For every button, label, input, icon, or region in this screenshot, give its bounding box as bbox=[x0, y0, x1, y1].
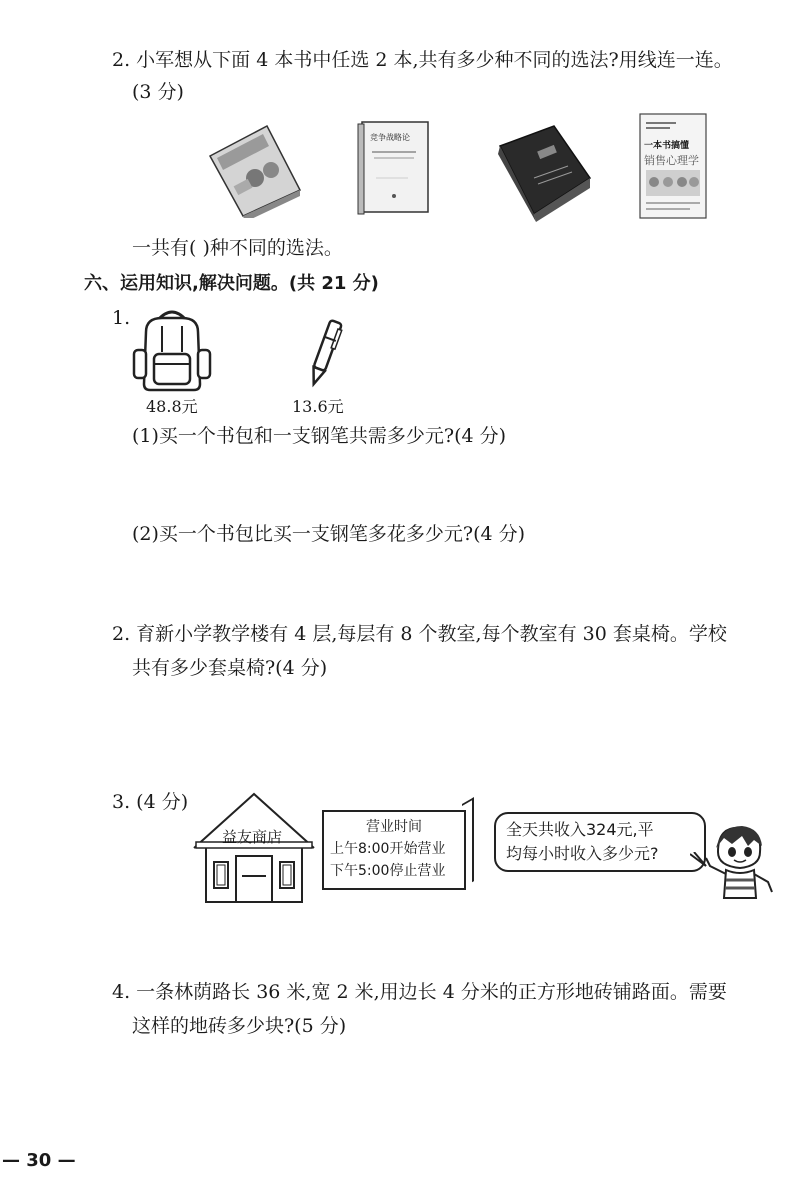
book-image-2 bbox=[356, 118, 436, 218]
speech-bubble bbox=[494, 812, 706, 872]
q1-sub2: (2)买一个书包比买一支钢笔多花多少元?(4 分) bbox=[132, 523, 526, 545]
backpack-icon bbox=[132, 306, 212, 392]
shop-building bbox=[192, 790, 316, 904]
bubble-line1: 全天共收入324元,平 bbox=[506, 820, 654, 839]
q4-line1: 4. 一条林荫路长 36 米,宽 2 米,用边长 4 分米的正方形地砖铺路面。需要 bbox=[112, 981, 727, 1003]
q2-text-line2: (3 分) bbox=[132, 81, 184, 103]
bubble-line2: 均每小时收入多少元? bbox=[506, 844, 659, 863]
q1-sub1: (1)买一个书包和一支钢笔共需多少元?(4 分) bbox=[132, 425, 507, 447]
business-hours-sign bbox=[322, 810, 466, 890]
section6-heading: 六、运用知识,解决问题。(共 21 分) bbox=[84, 273, 379, 294]
book-image-3 bbox=[494, 118, 594, 222]
sign-close: 下午5:00停止营业 bbox=[330, 863, 446, 879]
pen-icon bbox=[300, 316, 350, 390]
sign-open: 上午8:00开始营业 bbox=[330, 841, 446, 857]
q4-line2: 这样的地砖多少块?(5 分) bbox=[132, 1015, 347, 1037]
book-image-4 bbox=[636, 112, 710, 220]
book-4-subtitle: 销售心理学 bbox=[644, 154, 699, 167]
boy-character-icon bbox=[702, 822, 774, 900]
q1-number: 1. bbox=[112, 307, 131, 329]
q2-text-line1: 2. 小军想从下面 4 本书中任选 2 本,共有多少种不同的选法?用线连一连。 bbox=[112, 49, 733, 71]
book-2-title: 竞争战略论 bbox=[370, 133, 410, 142]
q2b-line1: 2. 育新小学教学楼有 4 层,每层有 8 个教室,每个教室有 30 套桌椅。学校 bbox=[112, 623, 727, 645]
shop-name: 益友商店 bbox=[222, 828, 283, 846]
q2-answer-line: 一共有( )种不同的选法。 bbox=[132, 237, 343, 259]
pen-price: 13.6元 bbox=[292, 397, 344, 416]
sign-title: 营业时间 bbox=[366, 819, 422, 835]
book-image-1 bbox=[205, 118, 305, 218]
page-number: — 30 — bbox=[2, 1150, 76, 1171]
backpack-price: 48.8元 bbox=[146, 397, 198, 416]
book-4-title: 一本书搞懂 bbox=[644, 141, 690, 151]
sign-depth bbox=[462, 797, 474, 888]
q2b-line2: 共有多少套桌椅?(4 分) bbox=[132, 657, 328, 679]
q3-label: 3. (4 分) bbox=[112, 791, 189, 813]
